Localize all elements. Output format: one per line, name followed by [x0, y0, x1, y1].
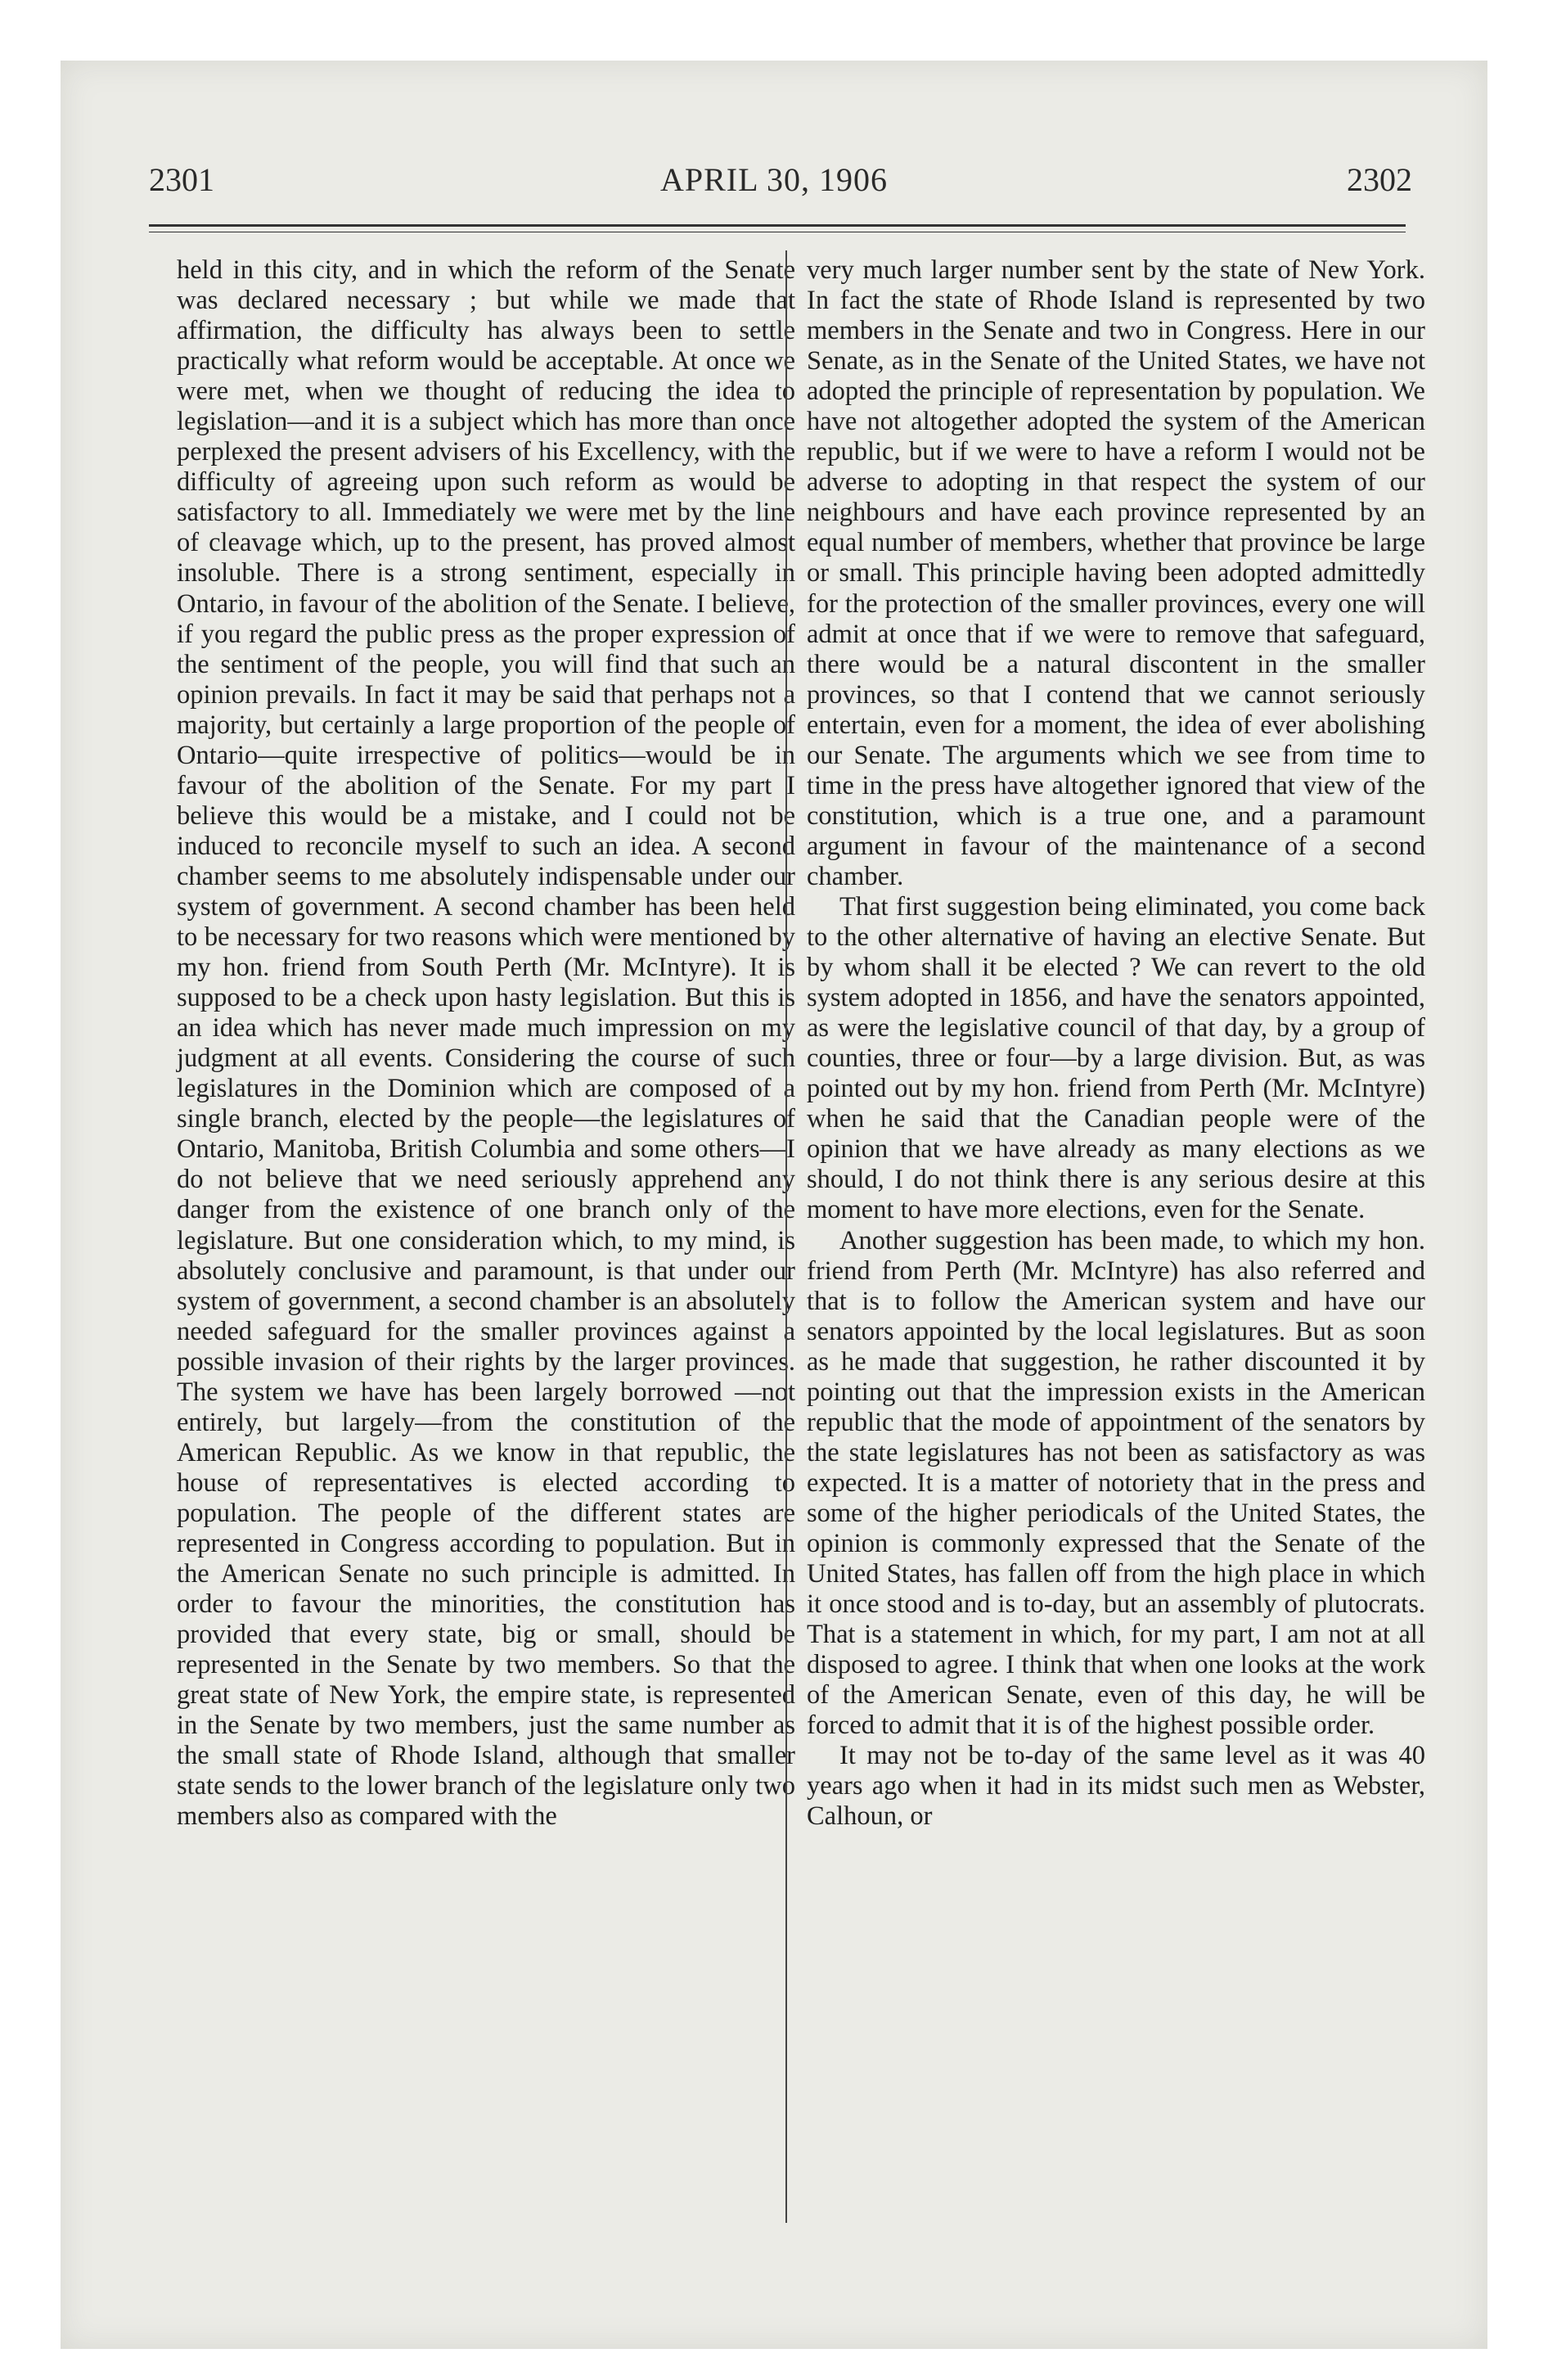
page-number-right: 2302 [1347, 161, 1412, 198]
column-divider [785, 250, 787, 2223]
header-date: APRIL 30, 1906 [659, 161, 889, 198]
header-rule-thick [149, 224, 1406, 227]
paragraph: held in this city, and in which the reform of the Senate was declared necessary ; but while we made that affirmation, the difficulty has always been to settle practically what reform would be acceptable. At once we were met, when we thought of reducing the idea to legislation—and it is a subject which has more than once perplexed the present advisers of his Excellency, with the difficulty of agreeing upon such reform as would be satisfactory to all. Immediately we were met by the line of cleavage which, up to the present, has proved almost insoluble. There is a strong sentiment, especially in Ontario, in favour of the abolition of the Senate. I believe, if you regard the public press as the proper expression of the sentiment of the people, you will find that such an opinion prevails. In fact it may be said that perhaps not a majority, but certainly a large proportion of the people of Ontario—quite irrespective of politics—would be in favour of the abolition of the Senate. For my part I believe this would be a mistake, and I could not be induced to reconcile myself to such an idea. A second chamber seems to me absolutely indispensable under our system of government. A second chamber has been held to be necessary for two reasons which were mentioned by my hon. friend from South Perth (Mr. McIntyre). It is supposed to be a check upon hasty legislation. But this is an idea which has never made much impression on my judgment at all events. Considering the course of such legislatures in the Dominion which are composed of a single branch, elected by the people—the legislatures of Ontario, Manitoba, British Columbia and some others—I do not believe that we need seriously apprehend any danger from the existence of one branch only of the legislature. But one consideration which, to my mind, is absolutely conclusive and paramount, is that under our system of government, a second chamber is an absolutely needed safeguard for the smaller provinces against a possible invasion of their rights by the larger provinces. The system we have has been largely borrowed —not entirely, but largely—from the constitution of the American Republic. As we know in that republic, the house of representatives is elected according to population. The people of the different states are represented in Congress according to population. But in the American Senate no such principle is admitted. In order to favour the minorities, the constitution has provided that every state, big or small, should be represented in the Senate by two members. So that the great state of New York, the empire state, is represented in the Senate by two members, just the same number as the small state of Rhode Island, although that smaller state sends to the lower branch of the legislature only two members also as compared with the [177, 255, 795, 1832]
column-left [177, 255, 795, 1832]
paragraph: Another suggestion has been made, to which my hon. friend from Perth (Mr. McIntyre) has also referred and that is to follow the American system and have our senators appointed by the local legislatures. But as soon as he made that suggestion, he rather discounted it by pointing out that the impression exists in the American republic that the mode of appointment of the senators by the state legislatures has not been as satisfactory as was expected. It is a matter of notoriety that in the press and some of the higher periodicals of the United States, the opinion is commonly expressed that the Senate of the United States, has fallen off from the high place in which it once stood and is to-day, but an assembly of plutocrats. That is a statement in which, for my part, I am not at all disposed to agree. I think that when one looks at the work of the American Senate, even of this day, he will be forced to admit that it is of the highest possible order. [807, 1225, 1425, 1741]
paragraph: It may not be to-day of the same level as it was 40 years ago when it had in its midst such men as Webster, Calhoun, or [807, 1741, 1425, 1832]
paragraph: That first suggestion being eliminated, you come back to the other alternative of having an elective Senate. But by whom shall it be elected ? We can revert to the old system adopted in 1856, and have the senators appointed, as were the legislative council of that day, by a group of counties, three or four—by a large division. But, as was pointed out by my hon. friend from Perth (Mr. McIntyre) when he said that the Canadian people were of the opinion that we have already as many elections as we should, I do not think there is any serious desire at this moment to have more elections, even for the Senate. [807, 891, 1425, 1225]
paragraph: very much larger number sent by the state of New York. In fact the state of Rhode Island is represented by two members in the Senate and two in Congress. Here in our Senate, as in the Senate of the United States, we have not adopted the principle of representation by population. We have not altogether adopted the system of the American republic, but if we were to have a reform I would not be adverse to adopting in that respect the system of our neighbours and have each province represented by an equal number of members, whether that province be large or small. This principle having been adopted admittedly for the protection of the smaller provinces, every one will admit at once that if we were to remove that safeguard, there would be a natural discontent in the smaller provinces, so that I contend that we cannot seriously entertain, even for a moment, the idea of ever abolishing our Senate. The arguments which we see from time to time in the press have altogether ignored that view of the constitution, which is a true one, and a paramount argument in favour of the maintenance of a second chamber. [807, 255, 1425, 891]
page-number-left: 2301 [149, 161, 214, 198]
column-right [807, 255, 1425, 1832]
document-page [61, 61, 1487, 2349]
page-header [61, 160, 1487, 210]
